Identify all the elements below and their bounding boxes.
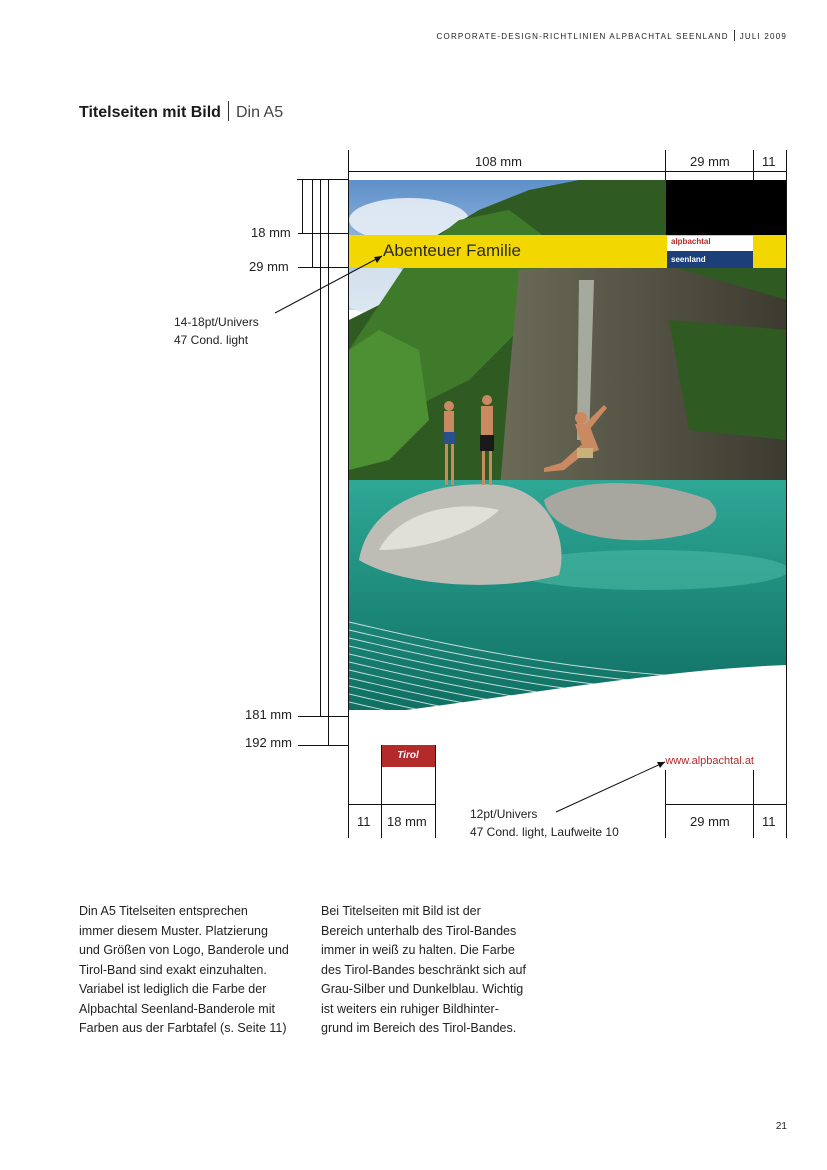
col2-line: grund im Bereich des Tirol-Bandes.: [321, 1021, 517, 1035]
text-column-2: [321, 902, 526, 1039]
cover-url: www.alpbachtal.at: [665, 755, 754, 767]
page-title-main: Titelseiten mit Bild: [79, 104, 221, 121]
col1-line: Variabel ist lediglich die Farbe der: [79, 982, 267, 996]
dim-left-29: 29 mm: [249, 259, 289, 274]
col2-line: immer in weiß zu halten. Die Farbe: [321, 943, 515, 957]
url-font-line1: 12pt/Univers: [470, 807, 538, 821]
cover-headline: Abenteuer Familie: [383, 241, 521, 260]
dim-bottom-29: 29 mm: [690, 814, 730, 829]
dim-left-18: 18 mm: [251, 225, 291, 240]
page-number: 21: [775, 1121, 787, 1132]
url-font-note: [470, 805, 619, 841]
col1-line: und Größen von Logo, Banderole und: [79, 943, 289, 957]
dim-left-181: 181 mm: [245, 707, 292, 722]
dim-bottom-18: 18 mm: [387, 814, 427, 829]
dim-bottom-11-left: 11: [357, 814, 371, 829]
col2-line: Bei Titelseiten mit Bild ist der: [321, 904, 481, 918]
col1-line: Din A5 Titelseiten entsprechen: [79, 904, 248, 918]
headline-font-line1: 14-18pt/Univers: [174, 315, 259, 329]
header-date: JULI 2009: [739, 32, 787, 41]
col2-line: Bereich unterhalb des Tirol-Bandes: [321, 923, 517, 938]
col2-line: ist weiters ein ruhiger Bildhinter-: [321, 1001, 499, 1016]
headline-font-note: [174, 313, 259, 349]
col1-line: Tirol-Band sind exakt einzuhalten.: [79, 962, 267, 977]
dim-bottom-11-right: 11: [762, 814, 776, 829]
col1-line: immer diesem Muster. Platzierung: [79, 923, 268, 938]
col1-line: Alpbachtal Seenland-Banderole mit: [79, 1001, 275, 1016]
dim-top-29: 29 mm: [690, 154, 730, 169]
logo-seenland: seenland: [671, 255, 706, 264]
header-title: CORPORATE-DESIGN-RICHTLINIEN ALPBACHTAL SEENLAND: [436, 32, 729, 41]
col1-line: Farben aus der Farbtafel (s. Seite 11): [79, 1021, 287, 1035]
url-font-line2: 47 Cond. light, Laufweite 10: [470, 825, 619, 839]
col2-line: Grau-Silber und Dunkelblau. Wichtig: [321, 982, 524, 996]
dim-top-108: 108 mm: [475, 154, 522, 169]
col2-line: des Tirol-Bandes beschränkt sich auf: [321, 962, 526, 977]
dim-left-192: 192 mm: [245, 735, 292, 750]
tirol-logo: Tirol: [381, 745, 435, 767]
headline-font-line2: 47 Cond. light: [174, 333, 249, 347]
page-title-sub: Din A5: [235, 104, 284, 121]
dim-top-11: 11: [762, 154, 776, 169]
logo-alpbachtal: alpbachtal: [671, 237, 711, 246]
text-column-1: [79, 902, 289, 1039]
